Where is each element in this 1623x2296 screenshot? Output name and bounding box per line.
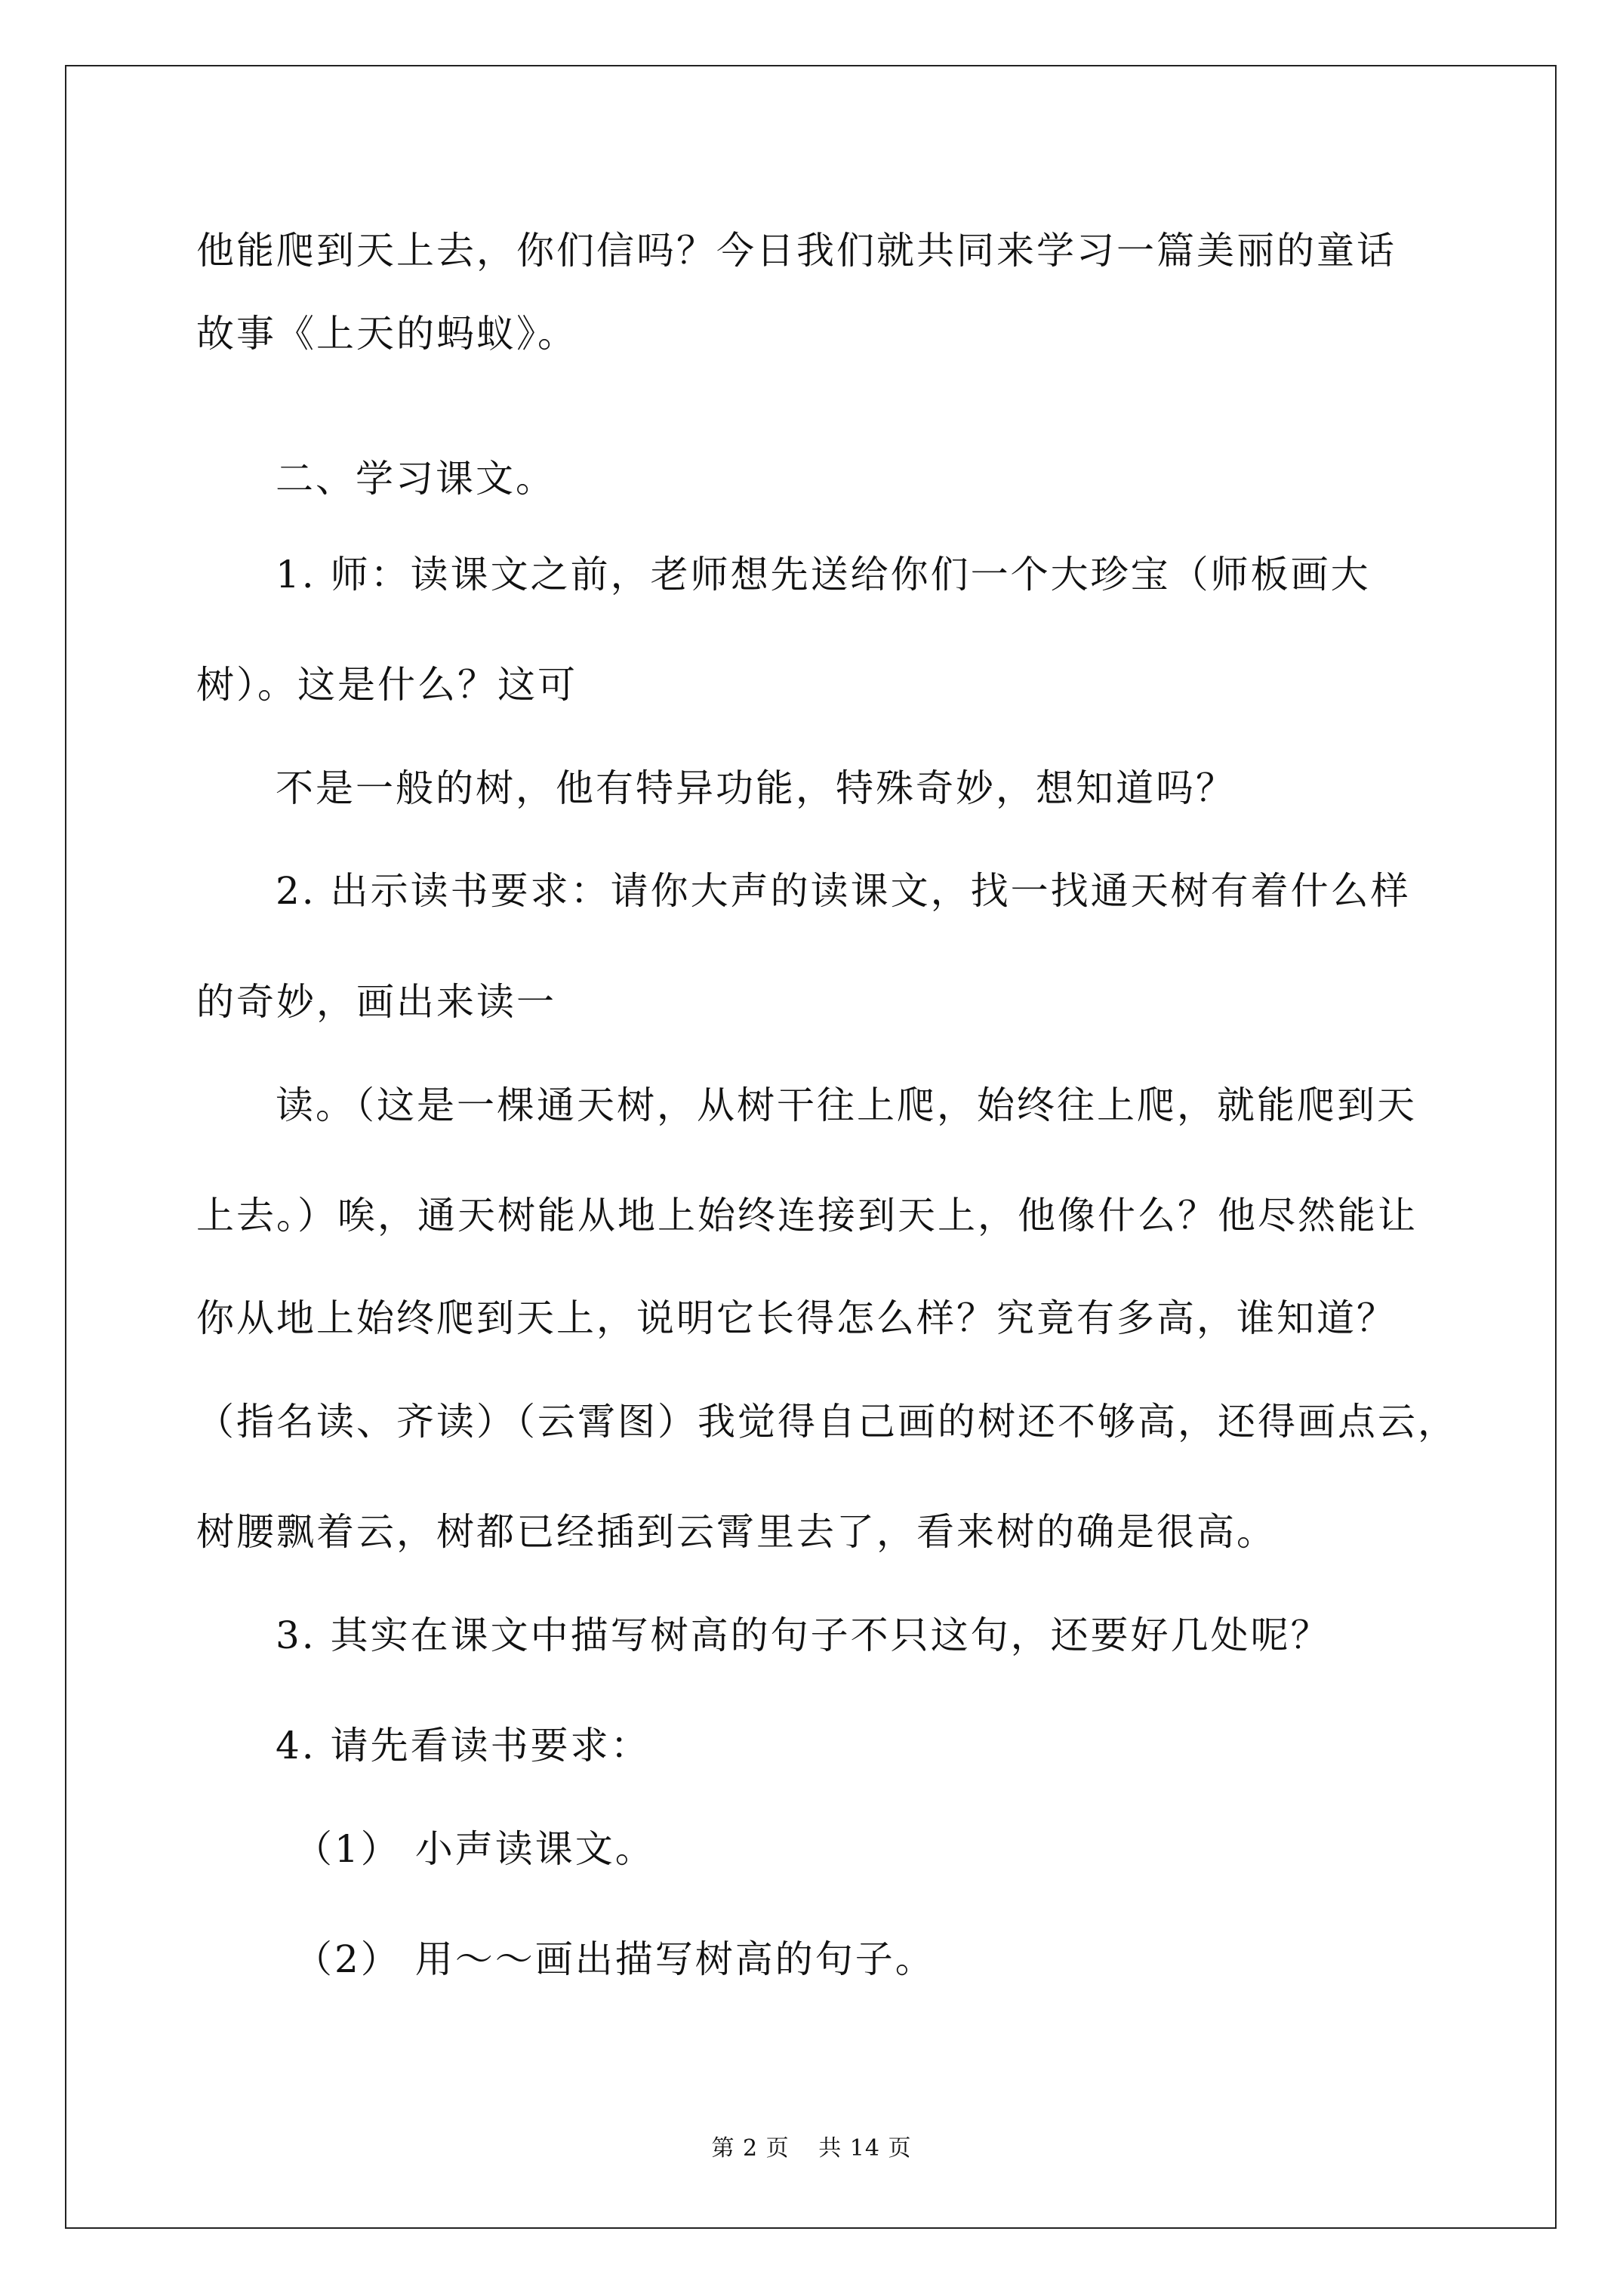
page-number: 第 2 页 [711,2135,790,2162]
text-line: 4. 请先看读书要求： [276,1724,651,1767]
text-line: 1. 师：读课文之前，老师想先送给你们一个大珍宝（师板画大 [276,553,1371,596]
text-line: （指名读、齐读）（云霄图）我觉得自己画的树还不够高，还得画点云， [196,1400,1458,1444]
page-border [65,65,1557,2229]
text-line: 上去。）唉，通天树能从地上始终连接到天上，他像什么？他尽然能让 [196,1194,1418,1237]
text-line: 故事《上天的蚂蚁》。 [196,312,577,356]
text-line: 3. 其实在课文中描写树高的句子不只这句，还要好几处呢？ [276,1613,1331,1657]
text-line: 他能爬到天上去，你们信吗？今日我们就共同来学习一篇美丽的童话 [196,229,1397,273]
section-heading: 二、学习课文。 [276,457,556,501]
page-total: 共 14 页 [818,2135,912,2162]
page-footer [0,2135,1623,2162]
list-item: （1） 小声读课文。 [294,1827,655,1871]
text-line: 2. 出示读书要求：请你大声的读课文，找一找通天树有着什么样 [276,869,1411,913]
list-item: （2） 用～～画出描写树高的句子。 [294,1937,935,1981]
text-line: 读。（这是一棵通天树，从树干往上爬，始终往上爬，就能爬到天 [276,1083,1417,1127]
text-line: 树腰飘着云，树都已经插到云霄里去了，看来树的确是很高。 [196,1510,1277,1554]
text-line: 的奇妙，画出来读一 [196,980,556,1024]
text-line: 不是一般的树，他有特异功能，特殊奇妙，想知道吗？ [276,766,1236,810]
text-line: 树）。这是什么？这可 [196,663,577,707]
text-line: 你从地上始终爬到天上，说明它长得怎么样？究竟有多高，谁知道？ [196,1296,1397,1340]
